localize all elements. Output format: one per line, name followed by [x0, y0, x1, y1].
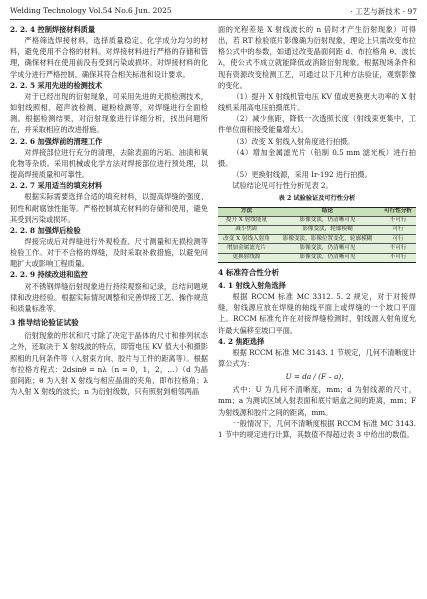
table-row	[218, 235, 416, 244]
continued-text: 面的光程差是 X 射线波长的 n 倍时才产生衍射现象）可得出，若 RT 检验底片影像确为衍射现象，理论上只需改变布拉格公式中的参数，如通过改变晶面间距 d、布拉格角 θ、波长 λ，使公式不成立就能降低或消除衍射现象。根据现场条件和现有资源改变检测工艺，可通过以下几种方法验证，观察影像的变化。	[218, 25, 416, 90]
section-2-2-8-heading: 2. 2. 8 加强焊后检验	[10, 225, 81, 235]
section-4-heading: 4 标准符合性分析	[218, 267, 280, 277]
table-cell: 影像变淡，仍清晰可见	[275, 253, 380, 262]
formula: U = da / (F – a)，	[285, 372, 349, 382]
section-3-text: 衍射现象的形状和尺寸除了决定于晶体的尺寸和排列状态之外，还取决于 X 射线波的特点，即管电压 KV 值大小和摄影照相的几何条件等（入射束方向、胶片与工件的距离等）。根据布拉格方程式：2dsinθ = nλ（n = 0，1，2，…）（d 为晶面间距；θ 为入射 X 射线与相应晶面的夹角，即布拉格角；λ 为入射 X 射线的波长；n 为衍射级数，只有照射到相邻两晶	[10, 331, 208, 396]
header-rule	[10, 19, 417, 20]
table-cell: 影像变淡，仍清晰可见	[275, 244, 380, 253]
section-4-2-heading: 4. 2 焦距选择	[218, 336, 265, 346]
table-cell: 不可行	[380, 216, 416, 225]
table-row	[218, 225, 416, 234]
section-4-1-text: 根据 RCCM 标准 MC 3312. 5. 2 规定，对于对接焊缝，射线源应放在焊缝的轴线平面上或焊缝的一个坡口平面上。RCCM 标准允许在对接焊缝检测时，射线源入射角度允许最大偏移至坡口平面。	[218, 292, 416, 335]
section-2-2-4-text: 严格筛选焊接材料，选择质量稳定、化学成分均匀的材料，避免使用不合格的材料。对焊接材料进行严格的存储和管理，确保材料在使用前没有受到污染或损坏。对焊接材料的化学成分进行严格控制，确保其符合相关标准和设计要求。	[10, 36, 208, 79]
table-cell: 减小焦距	[218, 225, 275, 234]
method-item-1: （1）提升 X 射线机管电压 KV 值或更换更大功率的 X 射线机采用高电压拍摄底片。	[218, 91, 416, 113]
page-header	[10, 6, 417, 20]
table-cell: 改变 X 射线入射角	[218, 235, 275, 244]
final-paragraph: 一般情况下，几何不清晰度根据 RCCM 标准 MC 3143. 1 节中的规定进行计算，其数值不得超过表 3 中给出的数值。	[218, 418, 416, 439]
section-2-2-5-heading: 2. 2. 5 采用先进的检测技术	[10, 80, 103, 90]
method-item-3: （3）改变 X 射线入射角度进行拍摄。	[232, 136, 355, 146]
table-header-feasibility: 可行性分析	[380, 207, 416, 216]
table-cell: 不可行	[380, 253, 416, 262]
table-cell: 影像变淡，影像位置变化，轮廓模糊	[275, 235, 380, 244]
section-4-2-text: 根据 RCCM 标准 MC 3143. 1 节规定，几何不清晰度计算公式为：	[218, 347, 416, 368]
verification-table	[218, 207, 416, 263]
section-2-2-6-text: 对焊接部位进行充分的清理，去除表面的污垢、油渍和氧化物等杂质。采用机械或化学方法对焊接部位进行预处理，以提高焊接质量和可靠性。	[10, 147, 208, 180]
method-item-4: （4）增加金属滤光片（铅制 0.5 mm 滤光板）进行拍摄。	[218, 147, 416, 168]
table-header-method: 方法	[218, 207, 275, 216]
section-4-1-heading: 4. 1 射线入射角选择	[218, 280, 286, 290]
table-cell: 提升 X 射线能量	[218, 216, 275, 225]
table-cell: 更换射线源	[218, 253, 275, 262]
table-reference-text: 试验结论见可行性分析见表 2。	[232, 181, 333, 191]
formula-description: 式中：U 为几何不清晰度，mm；d 为射线源的尺寸，mm；a 为测试区域入射表面和底片暗盒之间的距离，mm；F 为射线源和胶片之间的距离，mm。	[218, 385, 416, 417]
table-cell: 影像变淡，轮廓模糊	[275, 225, 380, 234]
table-cell: 影像变淡，仍清晰可见	[275, 216, 380, 225]
table-cell: 不可行	[380, 244, 416, 253]
table-cell: 可行	[380, 225, 416, 234]
section-2-2-7-text: 根据实际需要选择合适的填充材料，以提高焊缝的强度、韧性和耐腐蚀性能等。严格控制填充材料的存储和使用，避免其受到污染或损坏。	[10, 192, 208, 224]
table-header-conclusion: 结论	[275, 207, 380, 216]
section-2-2-9-heading: 2. 2. 9 持续改进和监控	[10, 270, 88, 280]
left-column	[10, 24, 208, 397]
method-item-2: （2）减少焦距，降低一次透照长度（射线束更集中，工件单位面积接受能量增大）。	[218, 114, 416, 135]
table-header-row	[218, 207, 416, 216]
table-cell: 增加金属滤光片	[218, 244, 275, 253]
table-row	[218, 216, 416, 225]
section-3-heading: 3 推导结论验证试验	[10, 318, 79, 328]
table-cell: 可行	[380, 235, 416, 244]
table-row	[218, 244, 416, 253]
table-caption: 表 2 试验验证及可行性分析	[278, 195, 356, 203]
section-2-2-5-text: 对于已经出现的衍射现象，可采用先进的无损检测技术，如射线照相、超声波检测、磁粉检测等，对焊缝进行全面检测。根据检测结果，对衍射现象进行详细分析，找出问题所在，并采取相应的改进措施。	[10, 91, 208, 135]
section-2-2-7-heading: 2. 2. 7 采用适当的填充材料	[10, 181, 103, 191]
section-2-2-6-heading: 2. 2. 6 加强焊前的清理工作	[10, 136, 103, 146]
table-row	[218, 253, 416, 262]
method-item-5: （5）更换射线源，采用 Ir-192 进行拍摄。	[232, 170, 372, 180]
section-2-2-4-heading: 2. 2. 4 控制焊接材料质量	[10, 25, 96, 34]
section-2-2-9-text: 对不锈钢焊缝衍射现象进行持续观察和记录，总结问题规律和改进经验。根据实际情况调整和完善焊接工艺、操作规范和质量标准等。	[10, 281, 208, 313]
section-page-number: · 工艺与新技术 · 97	[350, 7, 417, 16]
right-column	[218, 24, 416, 440]
section-2-2-8-text: 焊接完成后对焊缝进行外观检查、尺寸测量和无损检测等检验工作。对于不合格的焊缝，及时采取补救措施，以避免问题扩大或影响工程质量。	[10, 236, 208, 269]
journal-info: Welding Technology Vol.54 No.6 Jun. 2025	[10, 6, 172, 15]
